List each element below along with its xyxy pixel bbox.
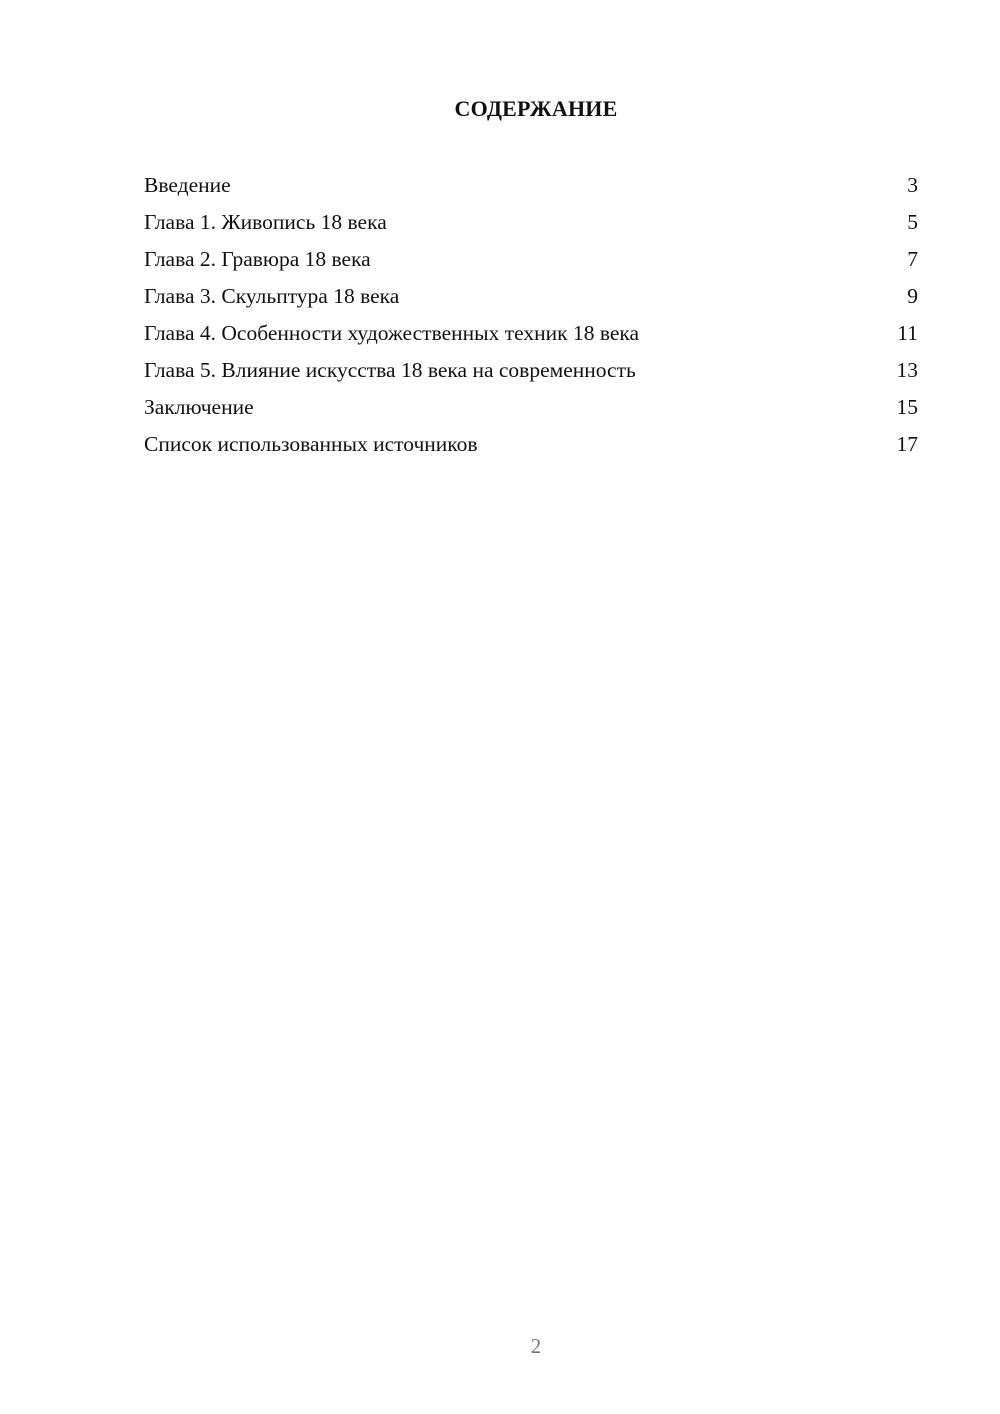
toc-entry-chapter-3[interactable] (144, 281, 918, 318)
toc-entry-chapter-5[interactable] (144, 355, 918, 392)
toc-entry-chapter-2[interactable] (144, 244, 918, 281)
toc-entry-title: Глава 1. Живопись 18 века (144, 210, 387, 234)
toc-entry-title: Список использованных источников (144, 432, 478, 456)
toc-entry-page: 3 (907, 173, 918, 197)
toc-entry-page: 17 (896, 432, 918, 456)
toc-entry-chapter-4[interactable] (144, 318, 918, 355)
toc-entry-title: Глава 5. Влияние искусства 18 века на современность (144, 358, 636, 382)
toc-entry-title: Глава 2. Гравюра 18 века (144, 247, 371, 271)
toc-entry-introduction[interactable] (144, 170, 918, 207)
toc-entry-page: 13 (896, 358, 918, 382)
page-title: СОДЕРЖАНИЕ (454, 96, 618, 121)
toc-entry-page: 5 (907, 210, 918, 234)
toc-entry-page: 11 (897, 321, 918, 345)
toc-entry-title: Глава 4. Особенности художественных техник 18 века (144, 321, 640, 345)
toc-entry-title: Введение (144, 173, 231, 197)
toc-entry-page: 7 (907, 247, 918, 271)
table-of-contents (144, 170, 918, 466)
toc-entry-title: Глава 3. Скульптура 18 века (144, 284, 400, 308)
toc-entry-title: Заключение (144, 395, 254, 419)
toc-entry-references[interactable] (144, 429, 918, 466)
toc-entry-page: 9 (907, 284, 918, 308)
toc-entry-chapter-1[interactable] (144, 207, 918, 244)
toc-entry-page: 15 (896, 395, 918, 419)
toc-entry-conclusion[interactable] (144, 392, 918, 429)
page-number: 2 (530, 1334, 542, 1358)
